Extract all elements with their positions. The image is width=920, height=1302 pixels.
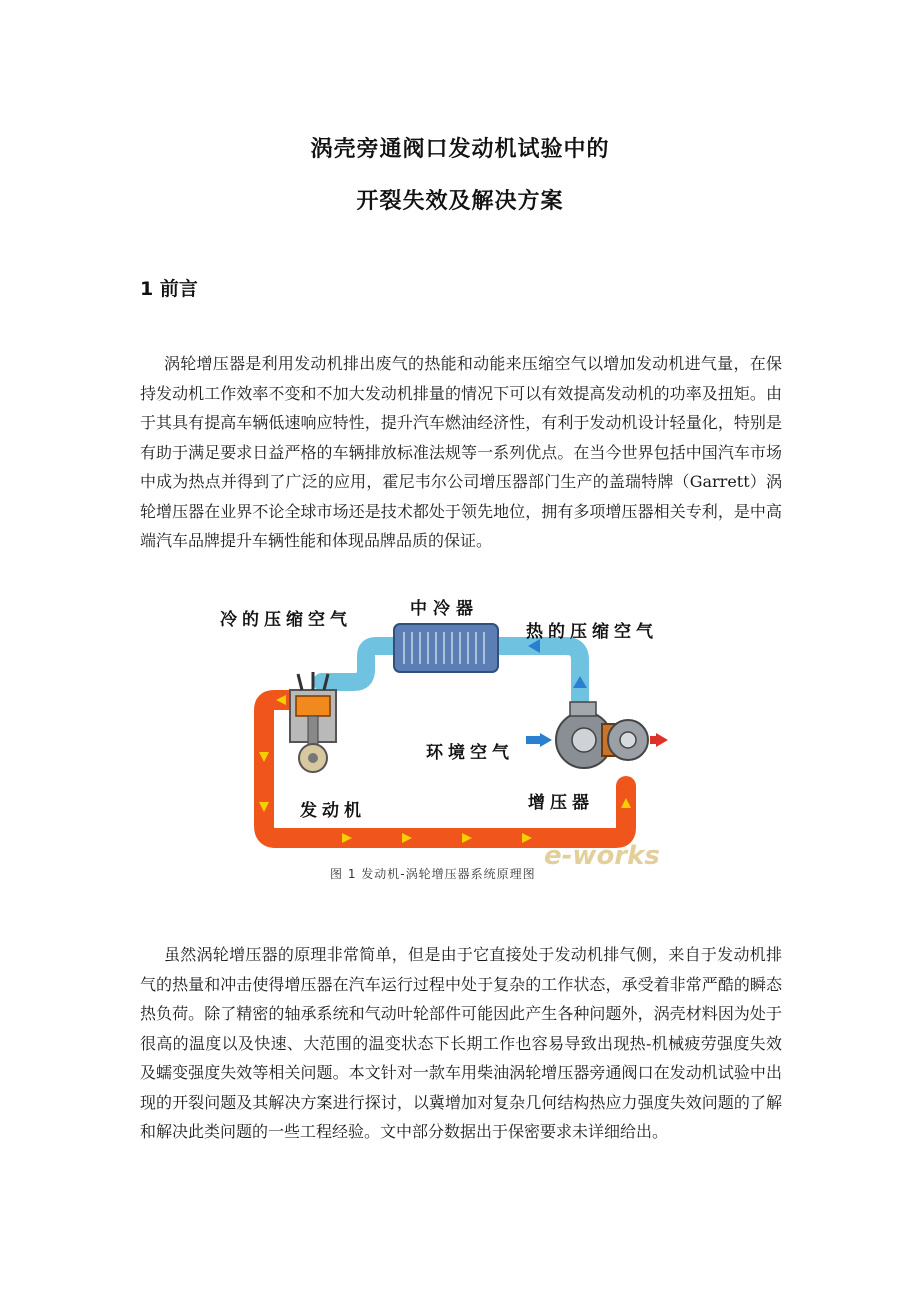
system-diagram bbox=[214, 590, 694, 890]
paragraph-problem: 虽然涡轮增压器的原理非常简单，但是由于它直接处于发动机排气侧，来自于发动机排气的热量和冲击使得增压器在汽车运行过程中处于复杂的工作状态，承受着非常严酷的瞬态热负荷。除了精密的轴承系统和气动叶轮部件可能因此产生各种问题外，涡壳材料因为处于很高的温度以及快速、大范围的温变状态下长期工作也容易导致出现热-机械疲劳强度失效及蠕变强度失效等相关问题。本文针对一款车用柴油涡轮增压器旁通阀口在发动机试验中出现的开裂问题及其解决方案进行探讨，以冀增加对复杂几何结构热应力强度失效问题的了解和解决此类问题的一些工程经验。文中部分数据出于保密要求未详细给出。 bbox=[140, 945, 782, 1141]
label-turbo: 增压器 bbox=[528, 793, 594, 813]
label-engine: 发动机 bbox=[300, 801, 366, 821]
hot-air-pipe bbox=[496, 646, 580, 710]
turbocharger-icon bbox=[556, 702, 648, 768]
document-title-line-1: 涡壳旁通阀口发动机试验中的 bbox=[310, 137, 610, 162]
label-cold-air: 冷的压缩空气 bbox=[220, 610, 352, 630]
figure-caption: 图 1 发动机-涡轮增压器系统原理图 bbox=[330, 867, 536, 881]
flow-arrow-blue-right bbox=[540, 733, 552, 747]
flow-arrow-blue-right-tail bbox=[526, 736, 540, 744]
section-heading: 1 前言 bbox=[140, 278, 198, 300]
system-diagram-figure bbox=[214, 590, 694, 890]
label-intercooler: 中冷器 bbox=[410, 599, 479, 619]
flow-arrow-red-tail bbox=[650, 736, 658, 744]
label-ambient-air: 环境空气 bbox=[426, 743, 514, 763]
document-title-line-2: 开裂失效及解决方案 bbox=[356, 189, 564, 214]
cold-air-pipe bbox=[322, 646, 396, 682]
paragraph-intro: 涡轮增压器是利用发动机排出废气的热能和动能来压缩空气以增加发动机进气量，在保持发动机工作效率不变和不加大发动机排量的情况下可以有效提高发动机的功率及扭矩。由于其具有提高车辆低速响应特性，提升汽车燃油经济性，有利于发动机设计轻量化，特别是有助于满足要求日益严格的车辆排放标准法规等一系列优点。在当今世界包括中国汽车市场中成为热点并得到了广泛的应用，霍尼韦尔公司增压器部门生产的盖瑞特牌（Garrett）涡轮增压器在业界不论全球市场还是技术都处于领先地位，拥有多项增压器相关专利，是中高端汽车品牌提升车辆性能和体现品牌品质的保证。 bbox=[140, 354, 782, 550]
intercooler-body bbox=[394, 624, 498, 672]
watermark-logo: e-works bbox=[544, 841, 660, 871]
label-hot-air: 热的压缩空气 bbox=[526, 622, 658, 642]
